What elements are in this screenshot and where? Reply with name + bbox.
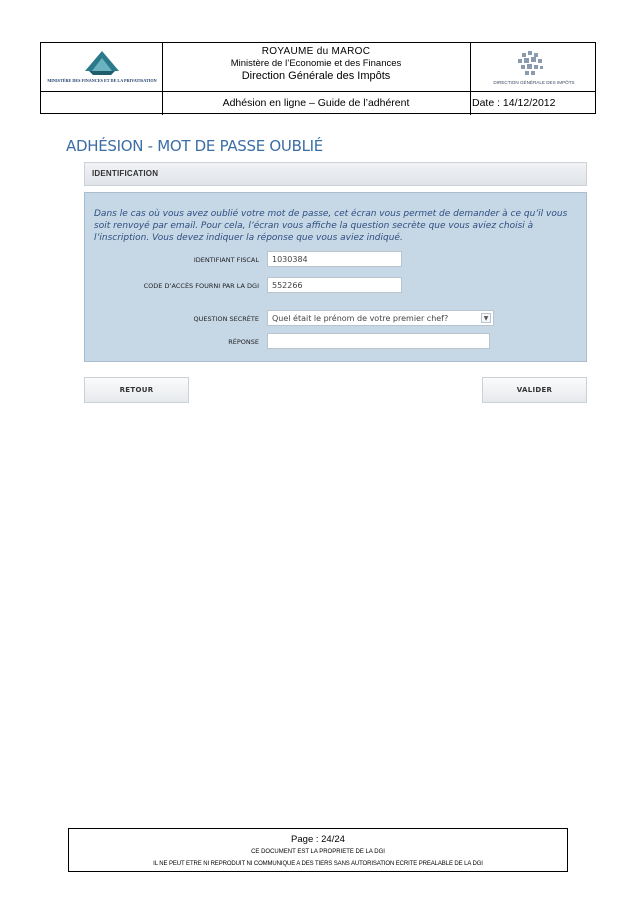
svg-text:DIRECTION GÉNÉRALE DES IMPÔTS: DIRECTION GÉNÉRALE DES IMPÔTS [493, 80, 575, 85]
screen-title: ADHÉSION - MOT DE PASSE OUBLIÉ [66, 137, 323, 155]
validate-button[interactable]: VALIDER [482, 377, 587, 403]
header-row-divider [41, 91, 595, 92]
page-number: Page : 24/24 [291, 834, 345, 845]
access-code-label: CODE D’ACCÈS FOURNI PAR LA DGI [143, 282, 259, 290]
fiscal-id-input[interactable]: 1030384 [267, 251, 402, 267]
document-date: Date : 14/12/2012 [472, 97, 556, 109]
document-title: Adhésion en ligne – Guide de l’adhérent [222, 97, 410, 109]
answer-label: RÉPONSE [228, 338, 259, 346]
back-button[interactable]: RETOUR [84, 377, 189, 403]
secret-question-select[interactable] [267, 310, 494, 326]
kingdom-line: ROYAUME du MAROC [261, 46, 371, 57]
reproduction-notice: IL NE PEUT ETRE NI REPRODUIT NI COMMUNIQUE A DES TIERS SANS AUTORISATION ECRITE PREALABLE DE LA DGI [153, 861, 483, 867]
fiscal-id-label: IDENTIFIANT FISCAL [193, 256, 259, 264]
answer-input[interactable] [267, 333, 490, 349]
ministry-line: Ministère de l’Economie et des Finances [230, 58, 402, 69]
dgi-logo-cell [470, 43, 596, 91]
document-header [40, 42, 596, 114]
dgi-logo [476, 47, 592, 89]
property-notice: CE DOCUMENT EST LA PROPRIETE DE LA DGI [251, 849, 385, 855]
document-footer [68, 828, 568, 872]
secret-question-value: Quel était le prénom de votre premier chef? [272, 314, 449, 323]
ministry-logo-cell [41, 43, 162, 91]
ministry-logo [45, 49, 159, 87]
section-header [84, 162, 587, 186]
intro-text: Dans le cas où vous avez oublié votre mot de passe, cet écran vous permet de demander à ce qu’il vous soit renvoyé par email. Pour cela, l’écran vous affiche la question secrète que vous aviez choisi à l’inscription. Vous devez indiquer la réponse que vous aviez indiqué. [94, 209, 568, 243]
access-code-input[interactable]: 552266 [267, 277, 402, 293]
secret-question-label: QUESTION SECRÈTE [193, 315, 259, 323]
svg-text:MINISTÈRE DES FINANCES ET DE L: MINISTÈRE DES FINANCES ET DE LA PRIVATISATION [47, 78, 157, 83]
section-title: IDENTIFICATION [92, 169, 159, 178]
identification-panel [84, 192, 587, 362]
direction-line: Direction Générale des Impôts [241, 70, 391, 82]
chevron-down-icon[interactable]: ▼ [481, 313, 491, 323]
